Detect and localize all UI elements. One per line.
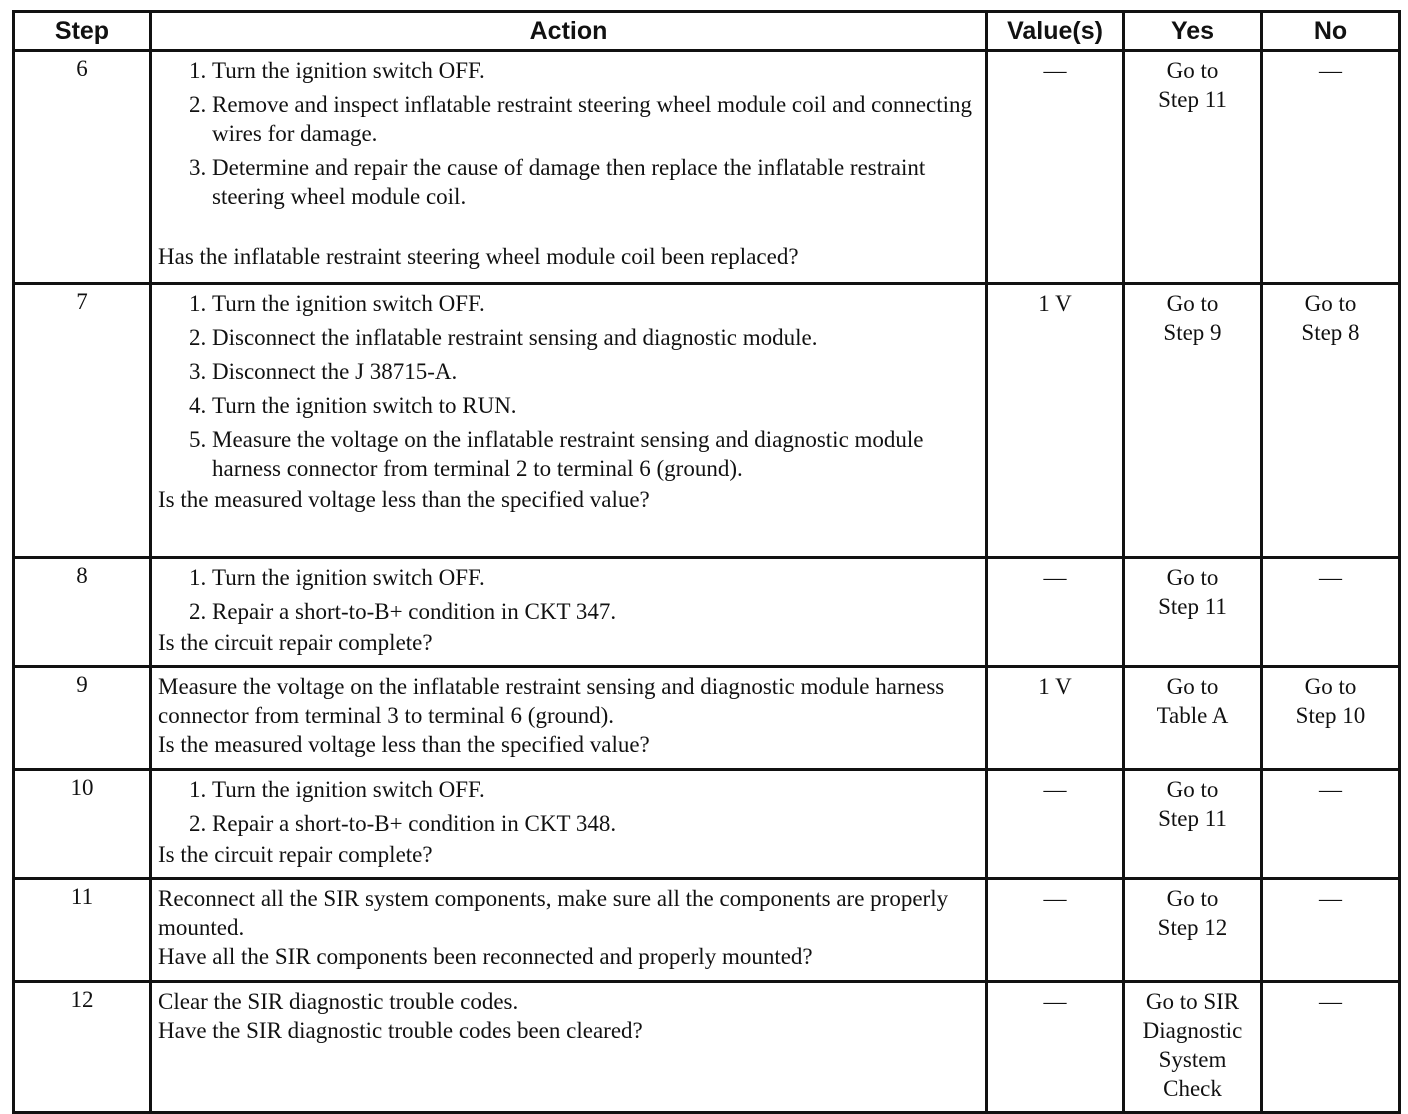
action-cell bbox=[151, 558, 987, 667]
yes-line: Check bbox=[1163, 1076, 1222, 1101]
step-number: 11 bbox=[14, 879, 151, 982]
yes-cell bbox=[1124, 284, 1262, 558]
yes-line: Step 9 bbox=[1163, 320, 1222, 345]
yes-line: Go to bbox=[1166, 777, 1219, 802]
action-step: 1. Turn the ignition switch OFF. bbox=[212, 56, 979, 85]
action-text: Measure the voltage on the inflatable restraint sensing and diagnostic module harness connector from terminal 3 to terminal 6 (ground). bbox=[158, 674, 945, 728]
action-step: 2. Disconnect the inflatable restraint sensing and diagnostic module. bbox=[212, 323, 979, 352]
step-number: 12 bbox=[14, 982, 151, 1113]
action-step: 4. Turn the ignition switch to RUN. bbox=[212, 391, 979, 420]
no-line: — bbox=[1319, 777, 1342, 802]
header-values: Value(s) bbox=[987, 12, 1124, 51]
diagnostic-table bbox=[12, 10, 1401, 1114]
action-step: 2. Repair a short-to-B+ condition in CKT 348. bbox=[212, 809, 979, 838]
action-cell bbox=[151, 51, 987, 284]
action-steps bbox=[158, 775, 979, 838]
yes-cell bbox=[1124, 982, 1262, 1113]
action-question: Is the circuit repair complete? bbox=[158, 630, 433, 655]
action-cell bbox=[151, 982, 987, 1113]
no-line: Step 10 bbox=[1295, 703, 1366, 728]
yes-line: Step 11 bbox=[1158, 87, 1227, 112]
no-line: — bbox=[1319, 58, 1342, 83]
step-number: 9 bbox=[14, 667, 151, 770]
action-question: Have the SIR diagnostic trouble codes been cleared? bbox=[158, 1018, 643, 1043]
yes-line: Go to bbox=[1166, 58, 1219, 83]
yes-line: Diagnostic bbox=[1142, 1018, 1243, 1043]
action-step: 1. Turn the ignition switch OFF. bbox=[212, 563, 979, 592]
action-step: 1. Turn the ignition switch OFF. bbox=[212, 775, 979, 804]
header-yes: Yes bbox=[1124, 12, 1262, 51]
yes-cell bbox=[1124, 51, 1262, 284]
yes-line: Step 12 bbox=[1157, 915, 1228, 940]
step-number: 6 bbox=[14, 51, 151, 284]
no-line: Step 8 bbox=[1301, 320, 1360, 345]
no-line: — bbox=[1319, 886, 1342, 911]
header-no: No bbox=[1262, 12, 1400, 51]
no-cell bbox=[1262, 51, 1400, 284]
yes-line: Go to bbox=[1166, 565, 1219, 590]
value-cell: — bbox=[987, 51, 1124, 284]
value-cell: 1 V bbox=[987, 667, 1124, 770]
action-cell bbox=[151, 667, 987, 770]
action-question: Is the measured voltage less than the specified value? bbox=[158, 487, 650, 512]
yes-line: Go to SIR bbox=[1145, 989, 1240, 1014]
no-cell bbox=[1262, 558, 1400, 667]
action-step: 5. Measure the voltage on the inflatable restraint sensing and diagnostic module harness connector from terminal 2 to terminal 6 (ground). bbox=[212, 425, 979, 483]
yes-line: Step 11 bbox=[1158, 806, 1227, 831]
action-question: Have all the SIR components been reconnected and properly mounted? bbox=[158, 944, 813, 969]
value-cell: — bbox=[987, 982, 1124, 1113]
action-step: 3. Disconnect the J 38715-A. bbox=[212, 357, 979, 386]
header-action: Action bbox=[151, 12, 987, 51]
no-line: Go to bbox=[1304, 291, 1357, 316]
action-question: Has the inflatable restraint steering wheel module coil been replaced? bbox=[158, 244, 799, 269]
yes-line: Go to bbox=[1166, 674, 1219, 699]
action-text: Reconnect all the SIR system components, make sure all the components are properly mounted. bbox=[158, 886, 949, 940]
step-number: 10 bbox=[14, 770, 151, 879]
action-cell bbox=[151, 879, 987, 982]
action-cell bbox=[151, 770, 987, 879]
step-number: 8 bbox=[14, 558, 151, 667]
action-step: 1. Turn the ignition switch OFF. bbox=[212, 289, 979, 318]
action-step: 2. Remove and inspect inflatable restraint steering wheel module coil and connecting wires for damage. bbox=[212, 90, 979, 148]
action-question: Is the measured voltage less than the specified value? bbox=[158, 732, 650, 757]
yes-line: Go to bbox=[1166, 291, 1219, 316]
action-question: Is the circuit repair complete? bbox=[158, 842, 433, 867]
no-cell bbox=[1262, 667, 1400, 770]
value-cell: — bbox=[987, 770, 1124, 879]
table-row bbox=[14, 51, 1400, 284]
yes-line: Table A bbox=[1156, 703, 1229, 728]
action-step: 2. Repair a short-to-B+ condition in CKT 347. bbox=[212, 597, 979, 626]
table-row bbox=[14, 284, 1400, 558]
yes-line: System bbox=[1158, 1047, 1227, 1072]
yes-line: Go to bbox=[1166, 886, 1219, 911]
action-steps bbox=[158, 563, 979, 626]
action-step: 3. Determine and repair the cause of damage then replace the inflatable restraint steering wheel module coil. bbox=[212, 153, 979, 211]
no-line: — bbox=[1319, 989, 1342, 1014]
no-cell bbox=[1262, 770, 1400, 879]
no-cell bbox=[1262, 284, 1400, 558]
table-row bbox=[14, 879, 1400, 982]
header-row bbox=[14, 12, 1400, 51]
no-cell bbox=[1262, 982, 1400, 1113]
action-steps bbox=[158, 289, 979, 483]
action-steps bbox=[158, 56, 979, 211]
value-cell: — bbox=[987, 558, 1124, 667]
no-cell bbox=[1262, 879, 1400, 982]
header-step: Step bbox=[14, 12, 151, 51]
table-row bbox=[14, 558, 1400, 667]
yes-cell bbox=[1124, 770, 1262, 879]
table-row bbox=[14, 667, 1400, 770]
table-row bbox=[14, 770, 1400, 879]
value-cell: 1 V bbox=[987, 284, 1124, 558]
value-cell: — bbox=[987, 879, 1124, 982]
action-text: Clear the SIR diagnostic trouble codes. bbox=[158, 989, 519, 1014]
no-line: Go to bbox=[1304, 674, 1357, 699]
table-row bbox=[14, 982, 1400, 1113]
no-line: — bbox=[1319, 565, 1342, 590]
step-number: 7 bbox=[14, 284, 151, 558]
yes-line: Step 11 bbox=[1158, 594, 1227, 619]
action-cell bbox=[151, 284, 987, 558]
yes-cell bbox=[1124, 879, 1262, 982]
yes-cell bbox=[1124, 558, 1262, 667]
yes-cell bbox=[1124, 667, 1262, 770]
